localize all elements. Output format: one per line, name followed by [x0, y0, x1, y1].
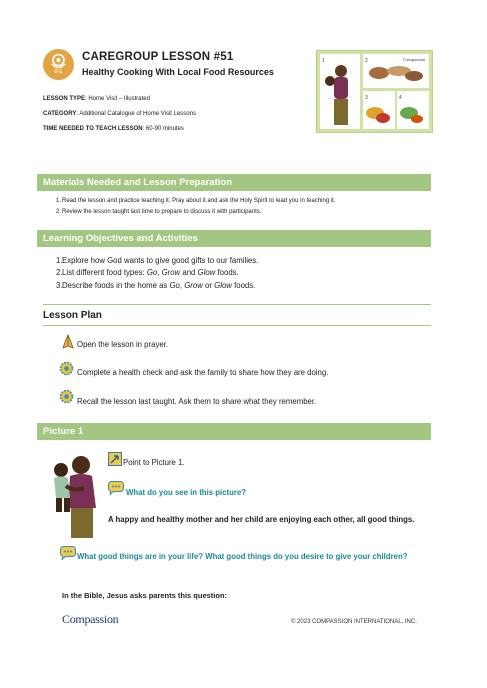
plan-step-3: Recall the lesson last taught. Ask them to share what they remember.	[77, 397, 317, 406]
objective-2-go: Go	[146, 268, 158, 277]
thumb-panel-1-number: 1	[322, 58, 325, 64]
thumb-panel-2-number: 2	[365, 58, 368, 64]
lesson-logo	[43, 49, 74, 80]
lesson-title: CAREGROUP LESSON #51	[82, 51, 234, 63]
materials-item-1: 1. Read the lesson and practice teaching it. Pray about it and ask the Holy Spirit to lead you in teaching it.	[56, 198, 336, 204]
thumb-panel-3-number: 3	[365, 95, 368, 101]
logo-age-label: 0-1	[54, 69, 63, 75]
speech-bubble-icon	[108, 481, 124, 495]
copyright-notice: © 2023 COMPASSION INTERNATIONAL, INC.	[291, 619, 417, 625]
objective-item-2: 2. List different food types: Go, Grow and Glow foods.	[56, 268, 239, 277]
lesson-subtitle: Healthy Cooking With Local Food Resources	[82, 67, 274, 77]
objective-3-comma: ,	[179, 281, 185, 290]
objective-item-1-text: Explore how God wants to give good gifts to our families.	[62, 256, 259, 265]
materials-item-2: 2. Review the lesson taught last time to prepare to discuss it with participants.	[56, 209, 262, 215]
speech-bubble-icon	[60, 546, 76, 560]
objective-3-suffix: foods.	[231, 281, 256, 290]
materials-item-2-text: Review the lesson taught last time to prepare to discuss it with participants.	[62, 209, 262, 215]
category-line	[43, 111, 196, 117]
time-value: : 60-90 minutes	[142, 126, 184, 132]
objective-3-grow: Grow	[184, 281, 203, 290]
praying-hands-icon	[60, 334, 76, 350]
bible-intro-line: In the Bible, Jesus asks parents this question:	[62, 591, 228, 600]
picture-1-section-heading: Picture 1	[37, 423, 431, 440]
materials-section-heading: Materials Needed and Lesson Preparation	[37, 174, 431, 191]
objective-2-comma: ,	[157, 268, 162, 277]
objective-item-1: 1. Explore how God wants to give good gifts to our families.	[56, 256, 259, 265]
gear-icon	[59, 389, 74, 404]
thumbnail-illustration	[317, 51, 432, 132]
mother-child-icon	[43, 49, 74, 80]
objective-2-grow: Grow	[161, 268, 181, 277]
objective-3-go: Go	[169, 281, 180, 290]
lesson-plan-top-rule	[43, 304, 431, 305]
objective-2-prefix: List different food types:	[62, 268, 147, 277]
category-label: CATEGORY	[43, 111, 77, 117]
question-1: What do you see in this picture?	[126, 488, 246, 497]
answer-1: A happy and healthy mother and her child are enjoying each other, all good things.	[108, 515, 415, 524]
time-line	[43, 126, 184, 132]
thumb-panel-4-number: 4	[399, 95, 402, 101]
lesson-thumbnail	[316, 50, 433, 133]
question-2: What good things are in your life? What good things do you desire to give your children?	[77, 552, 408, 561]
objective-3-glow: Glow	[214, 281, 232, 290]
objectives-section-heading: Learning Objectives and Activities	[37, 230, 431, 247]
pointer-icon	[108, 452, 122, 466]
objective-item-3: 3. Describe foods in the home as Go, Grow or Glow foods.	[56, 281, 256, 290]
compassion-logo: Compassion	[62, 612, 119, 626]
lesson-type-line	[43, 96, 150, 102]
thumb-brand: Compassion	[403, 57, 426, 62]
materials-item-1-text: Read the lesson and practice teaching it. Pray about it and ask the Holy Spirit to lead you in teaching it.	[62, 198, 336, 204]
objective-3-prefix: Describe foods in the home as	[62, 281, 170, 290]
plan-step-2: Complete a health check and ask the family to share how they are doing.	[77, 368, 329, 377]
picture-1-instruction: Point to Picture 1.	[123, 458, 185, 467]
plan-step-1: Open the lesson in prayer.	[77, 340, 169, 349]
objective-2-glow: Glow	[197, 268, 216, 277]
category-value: : Additional Catalogue of Home Visit Lessons	[76, 111, 196, 117]
lesson-type-label: LESSON TYPE	[43, 96, 86, 102]
lesson-type-value: : Home Visit – Illustrated	[85, 96, 150, 102]
mother-child-illustration	[44, 448, 102, 540]
lesson-plan-bottom-rule	[43, 325, 431, 326]
time-label: TIME NEEDED TO TEACH LESSON	[43, 126, 143, 132]
objective-3-or: or	[202, 281, 215, 290]
gear-icon	[59, 361, 74, 376]
objective-2-suffix: foods.	[215, 268, 239, 277]
lesson-plan-heading: Lesson Plan	[43, 310, 102, 321]
objective-2-and: and	[180, 268, 198, 277]
